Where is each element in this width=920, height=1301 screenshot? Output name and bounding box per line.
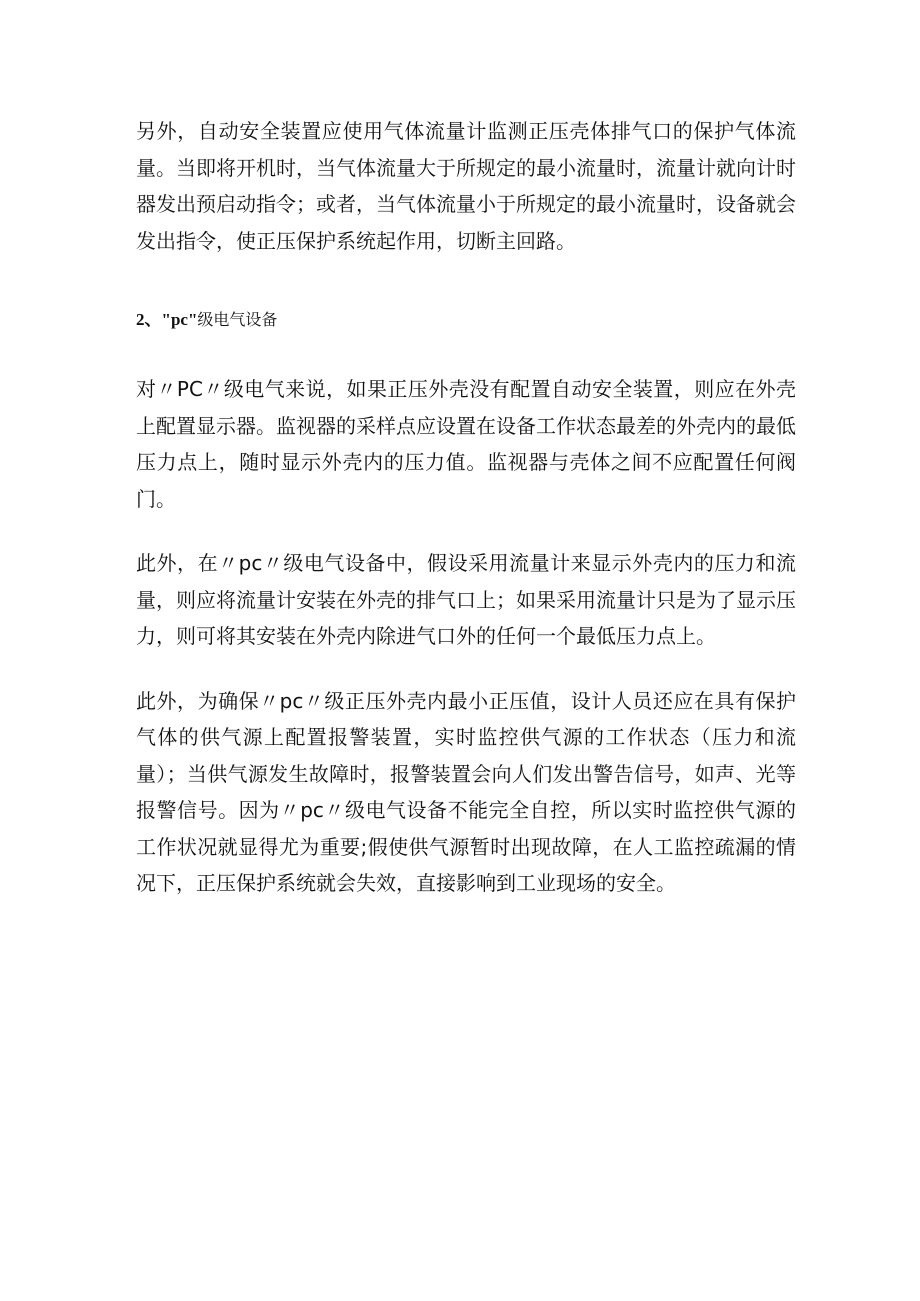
paragraph-pc-alarm: 此外，为确保〃pc〃级正压外壳内最小正压值，设计人员还应在具有保护气体的供气源上配置报警装置，实时监控供气源的工作状态（压力和流量）；当供气源发生故障时，报警装置会向人们发出警告信号，如声、光等报警信号。因为〃pc〃级电气设备不能完全自控，所以实时监控供气源的工作状况就显得尤为重要;假使供气源暂时出现故障，在人工监控疏漏的情况下，正压保护系统就会失效，直接影响到工业现场的安全。 [136, 688, 796, 895]
spacer [136, 335, 796, 371]
spacer [136, 259, 796, 305]
paragraph-gas-flow-monitoring: 另外，自动安全装置应使用气体流量计监测正压壳体排气口的保护气体流量。当即将开机时，当气体流量大于所规定的最小流量时，流量计就向计时器发出预启动指令；或者，当气体流量小于所规定的最小流量时，设备就会发出指令，使正压保护系统起作用，切断主回路。 [136, 119, 796, 253]
spacer [136, 517, 796, 545]
document-page [136, 113, 796, 902]
section-heading [136, 305, 796, 335]
paragraph-pc-display: 对〃PC〃级电气来说，如果正压外壳没有配置自动安全装置，则应在外壳上配置显示器。监视器的采样点应设置在设备工作状态最差的外壳内的最低压力点上，随时显示外壳内的压力值。监视器与壳体之间不应配置任何阀门。 [136, 377, 796, 511]
spacer [136, 655, 796, 683]
section-heading-text: 级电气设备 [197, 310, 278, 329]
section-heading-number: 2、"pc" [136, 310, 198, 329]
paragraph-pc-flowmeter: 此外，在〃pc〃级电气设备中，假设采用流量计来显示外壳内的压力和流量，则应将流量计安装在外壳的排气口上；如果采用流量计只是为了显示压力，则可将其安装在外壳内除进气口外的任何一个最低压力点上。 [136, 551, 796, 648]
